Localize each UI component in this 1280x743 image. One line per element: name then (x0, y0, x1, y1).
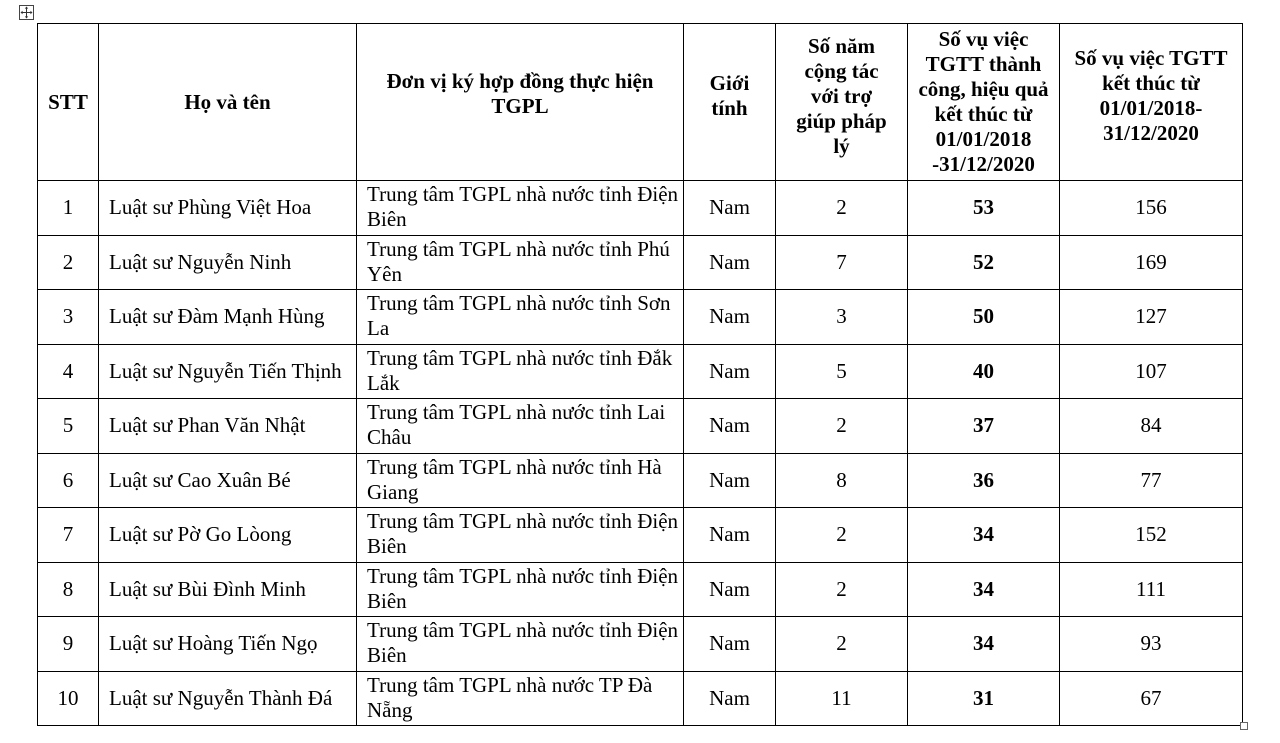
cell-gender: Nam (684, 671, 776, 726)
cell-name: Luật sư Pờ Go Lòong (99, 508, 357, 563)
cell-unit: Trung tâm TGPL nhà nước tỉnh Điện Biên (357, 617, 684, 672)
cell-gender: Nam (684, 290, 776, 345)
cell-gender: Nam (684, 617, 776, 672)
cell-stt: 9 (38, 617, 99, 672)
cell-unit: Trung tâm TGPL nhà nước tỉnh Điện Biên (357, 181, 684, 236)
header-success (908, 24, 1060, 181)
cell-stt: 6 (38, 453, 99, 508)
cell-years: 2 (776, 181, 908, 236)
cell-gender: Nam (684, 344, 776, 399)
table-row (38, 453, 1243, 508)
cell-name: Luật sư Hoàng Tiến Ngọ (99, 617, 357, 672)
cell-unit: Trung tâm TGPL nhà nước tỉnh Lai Châu (357, 399, 684, 454)
cell-gender: Nam (684, 181, 776, 236)
cell-gender: Nam (684, 399, 776, 454)
table-move-handle-icon[interactable] (19, 5, 34, 20)
table-resize-handle-icon[interactable] (1240, 722, 1248, 730)
cell-success: 52 (908, 235, 1060, 290)
cell-name: Luật sư Bùi Đình Minh (99, 562, 357, 617)
cell-stt: 1 (38, 181, 99, 236)
cell-total: 156 (1060, 181, 1243, 236)
cell-total: 107 (1060, 344, 1243, 399)
table-row (38, 290, 1243, 345)
cell-gender: Nam (684, 562, 776, 617)
cell-years: 5 (776, 344, 908, 399)
table-header-row (38, 24, 1243, 181)
header-stt: STT (38, 24, 99, 181)
cell-gender: Nam (684, 453, 776, 508)
table-row (38, 617, 1243, 672)
lawyer-ranking-table (37, 23, 1243, 726)
cell-total: 169 (1060, 235, 1243, 290)
cell-years: 8 (776, 453, 908, 508)
cell-stt: 5 (38, 399, 99, 454)
cell-success: 34 (908, 508, 1060, 563)
cell-total: 127 (1060, 290, 1243, 345)
cell-success: 34 (908, 562, 1060, 617)
cell-total: 77 (1060, 453, 1243, 508)
cell-total: 93 (1060, 617, 1243, 672)
cell-stt: 8 (38, 562, 99, 617)
cell-stt: 4 (38, 344, 99, 399)
cell-name: Luật sư Đàm Mạnh Hùng (99, 290, 357, 345)
cell-years: 3 (776, 290, 908, 345)
cell-years: 2 (776, 562, 908, 617)
cell-gender: Nam (684, 508, 776, 563)
cell-unit: Trung tâm TGPL nhà nước tỉnh Sơn La (357, 290, 684, 345)
cell-name: Luật sư Cao Xuân Bé (99, 453, 357, 508)
cell-success: 50 (908, 290, 1060, 345)
cell-stt: 3 (38, 290, 99, 345)
cell-name: Luật sư Nguyễn Ninh (99, 235, 357, 290)
table-row (38, 399, 1243, 454)
cell-name: Luật sư Nguyễn Tiến Thịnh (99, 344, 357, 399)
cell-years: 2 (776, 617, 908, 672)
table-row (38, 671, 1243, 726)
cell-success: 34 (908, 617, 1060, 672)
cell-name: Luật sư Phan Văn Nhật (99, 399, 357, 454)
cell-success: 53 (908, 181, 1060, 236)
cell-unit: Trung tâm TGPL nhà nước tỉnh Điện Biên (357, 562, 684, 617)
cell-stt: 2 (38, 235, 99, 290)
cell-years: 2 (776, 508, 908, 563)
header-years-text: Số năm cộng tác với trợ giúp pháp lý (796, 33, 887, 158)
cell-unit: Trung tâm TGPL nhà nước tỉnh Hà Giang (357, 453, 684, 508)
table-row (38, 181, 1243, 236)
cell-unit: Trung tâm TGPL nhà nước tỉnh Phú Yên (357, 235, 684, 290)
header-unit (357, 24, 684, 181)
cell-total: 67 (1060, 671, 1243, 726)
cell-total: 84 (1060, 399, 1243, 454)
cell-years: 2 (776, 399, 908, 454)
cell-success: 36 (908, 453, 1060, 508)
cell-success: 37 (908, 399, 1060, 454)
cell-unit: Trung tâm TGPL nhà nước tỉnh Đắk Lắk (357, 344, 684, 399)
cell-years: 11 (776, 671, 908, 726)
table-row (38, 344, 1243, 399)
header-unit-text: Đơn vị ký hợp đồng thực hiện TGPL (386, 69, 654, 118)
header-success-text: Số vụ việc TGTT thành công, hiệu quả kết thúc từ 01/01/2018 -31/12/2020 (918, 27, 1049, 176)
cell-years: 7 (776, 235, 908, 290)
cell-name: Luật sư Nguyễn Thành Đá (99, 671, 357, 726)
header-gender (684, 24, 776, 181)
cell-total: 111 (1060, 562, 1243, 617)
cell-unit: Trung tâm TGPL nhà nước tỉnh Điện Biên (357, 508, 684, 563)
cell-stt: 7 (38, 508, 99, 563)
cell-success: 40 (908, 344, 1060, 399)
header-name: Họ và tên (99, 24, 357, 181)
table-row (38, 508, 1243, 563)
header-years (776, 24, 908, 181)
cell-gender: Nam (684, 235, 776, 290)
cell-success: 31 (908, 671, 1060, 726)
cell-total: 152 (1060, 508, 1243, 563)
cell-name: Luật sư Phùng Việt Hoa (99, 181, 357, 236)
table-row (38, 562, 1243, 617)
table-row (38, 235, 1243, 290)
table-body (38, 181, 1243, 726)
header-gender-text: Giới tính (709, 71, 750, 120)
header-total-text: Số vụ việc TGTT kết thúc từ 01/01/2018-31/12/2020 (1074, 46, 1228, 145)
cell-stt: 10 (38, 671, 99, 726)
header-total (1060, 24, 1243, 181)
cell-unit: Trung tâm TGPL nhà nước TP Đà Nẵng (357, 671, 684, 726)
